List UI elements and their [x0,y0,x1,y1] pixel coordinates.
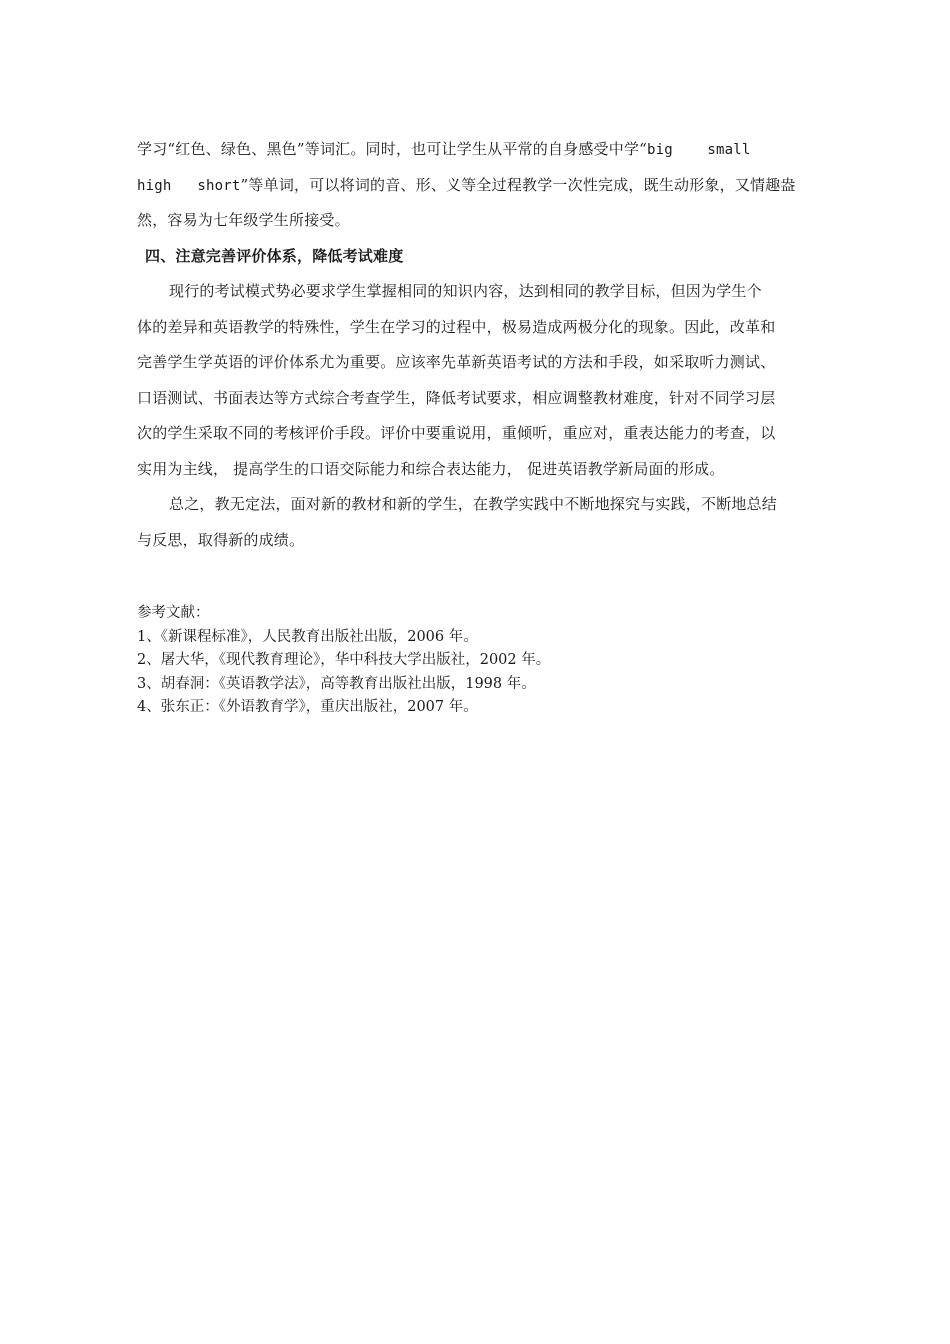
paragraph-line: 与反思，取得新的成绩。 [137,530,305,549]
paragraph-line: 次的学生采取不同的考核评价手段。评价中要重说用，重倾听，重应对，重表达能力的考查，以 [137,424,776,442]
english-words: big small [647,142,751,158]
paragraph-line: 然，容易为七年级学生所接受。 [137,211,350,229]
reference-item: 1、《新课程标准》，人民教育出版社出版，2006 年。 [137,628,478,645]
reference-item: 3、胡春洞：《英语教学法》，高等教育出版社出版，1998 年。 [137,675,536,692]
paragraph-line: 口语测试、书面表达等方式综合考查学生，降低考试要求，相应调整教材难度，针对不同学习层 [137,388,776,407]
paragraph-line: 总之，教无定法，面对新的教材和新的学生，在教学实践中不断地探究与实践，不断地总结 [169,495,778,513]
paragraph-line [137,168,827,204]
reference-item: 4、张东正：《外语教育学》，重庆出版社，2007 年。 [137,699,478,715]
references-title: 参考文献： [137,605,210,621]
reference-item: 2、屠大华，《现代教育理论》，华中科技大学出版社，2002 年。 [137,652,551,668]
paragraph-line: 现行的考试模式势必要求学生掌握相同的知识内容，达到相同的教学目标，但因为学生个 [169,282,762,300]
paragraph-line: 体的差异和英语教学的特殊性，学生在学习的过程中，极易造成两极分化的现象。因此，改革和 [137,317,776,336]
paragraph-line [137,132,827,168]
section-heading: 四、注意完善评价体系，降低考试难度 [145,246,404,265]
paragraph-text: 学习“红色、绿色、黑色”等词汇。同时，也可让学生从平常的自身感受中学“ [137,140,648,158]
paragraph-line: 实用为主线， 提高学生的口语交际能力和综合表达能力， 促进英语教学新局面的形成。 [137,459,725,478]
document-body [137,132,827,558]
english-words: high short [137,177,241,194]
paragraph-line: 完善学生学英语的评价体系尤为重要。应该率先革新英语考试的方法和手段，如采取听力测试、 [137,353,776,371]
references-section [137,602,827,720]
paragraph-text: ”等单词，可以将词的音、形、义等全过程教学一次性完成，既生动形象，又情趣盎 [240,175,796,194]
